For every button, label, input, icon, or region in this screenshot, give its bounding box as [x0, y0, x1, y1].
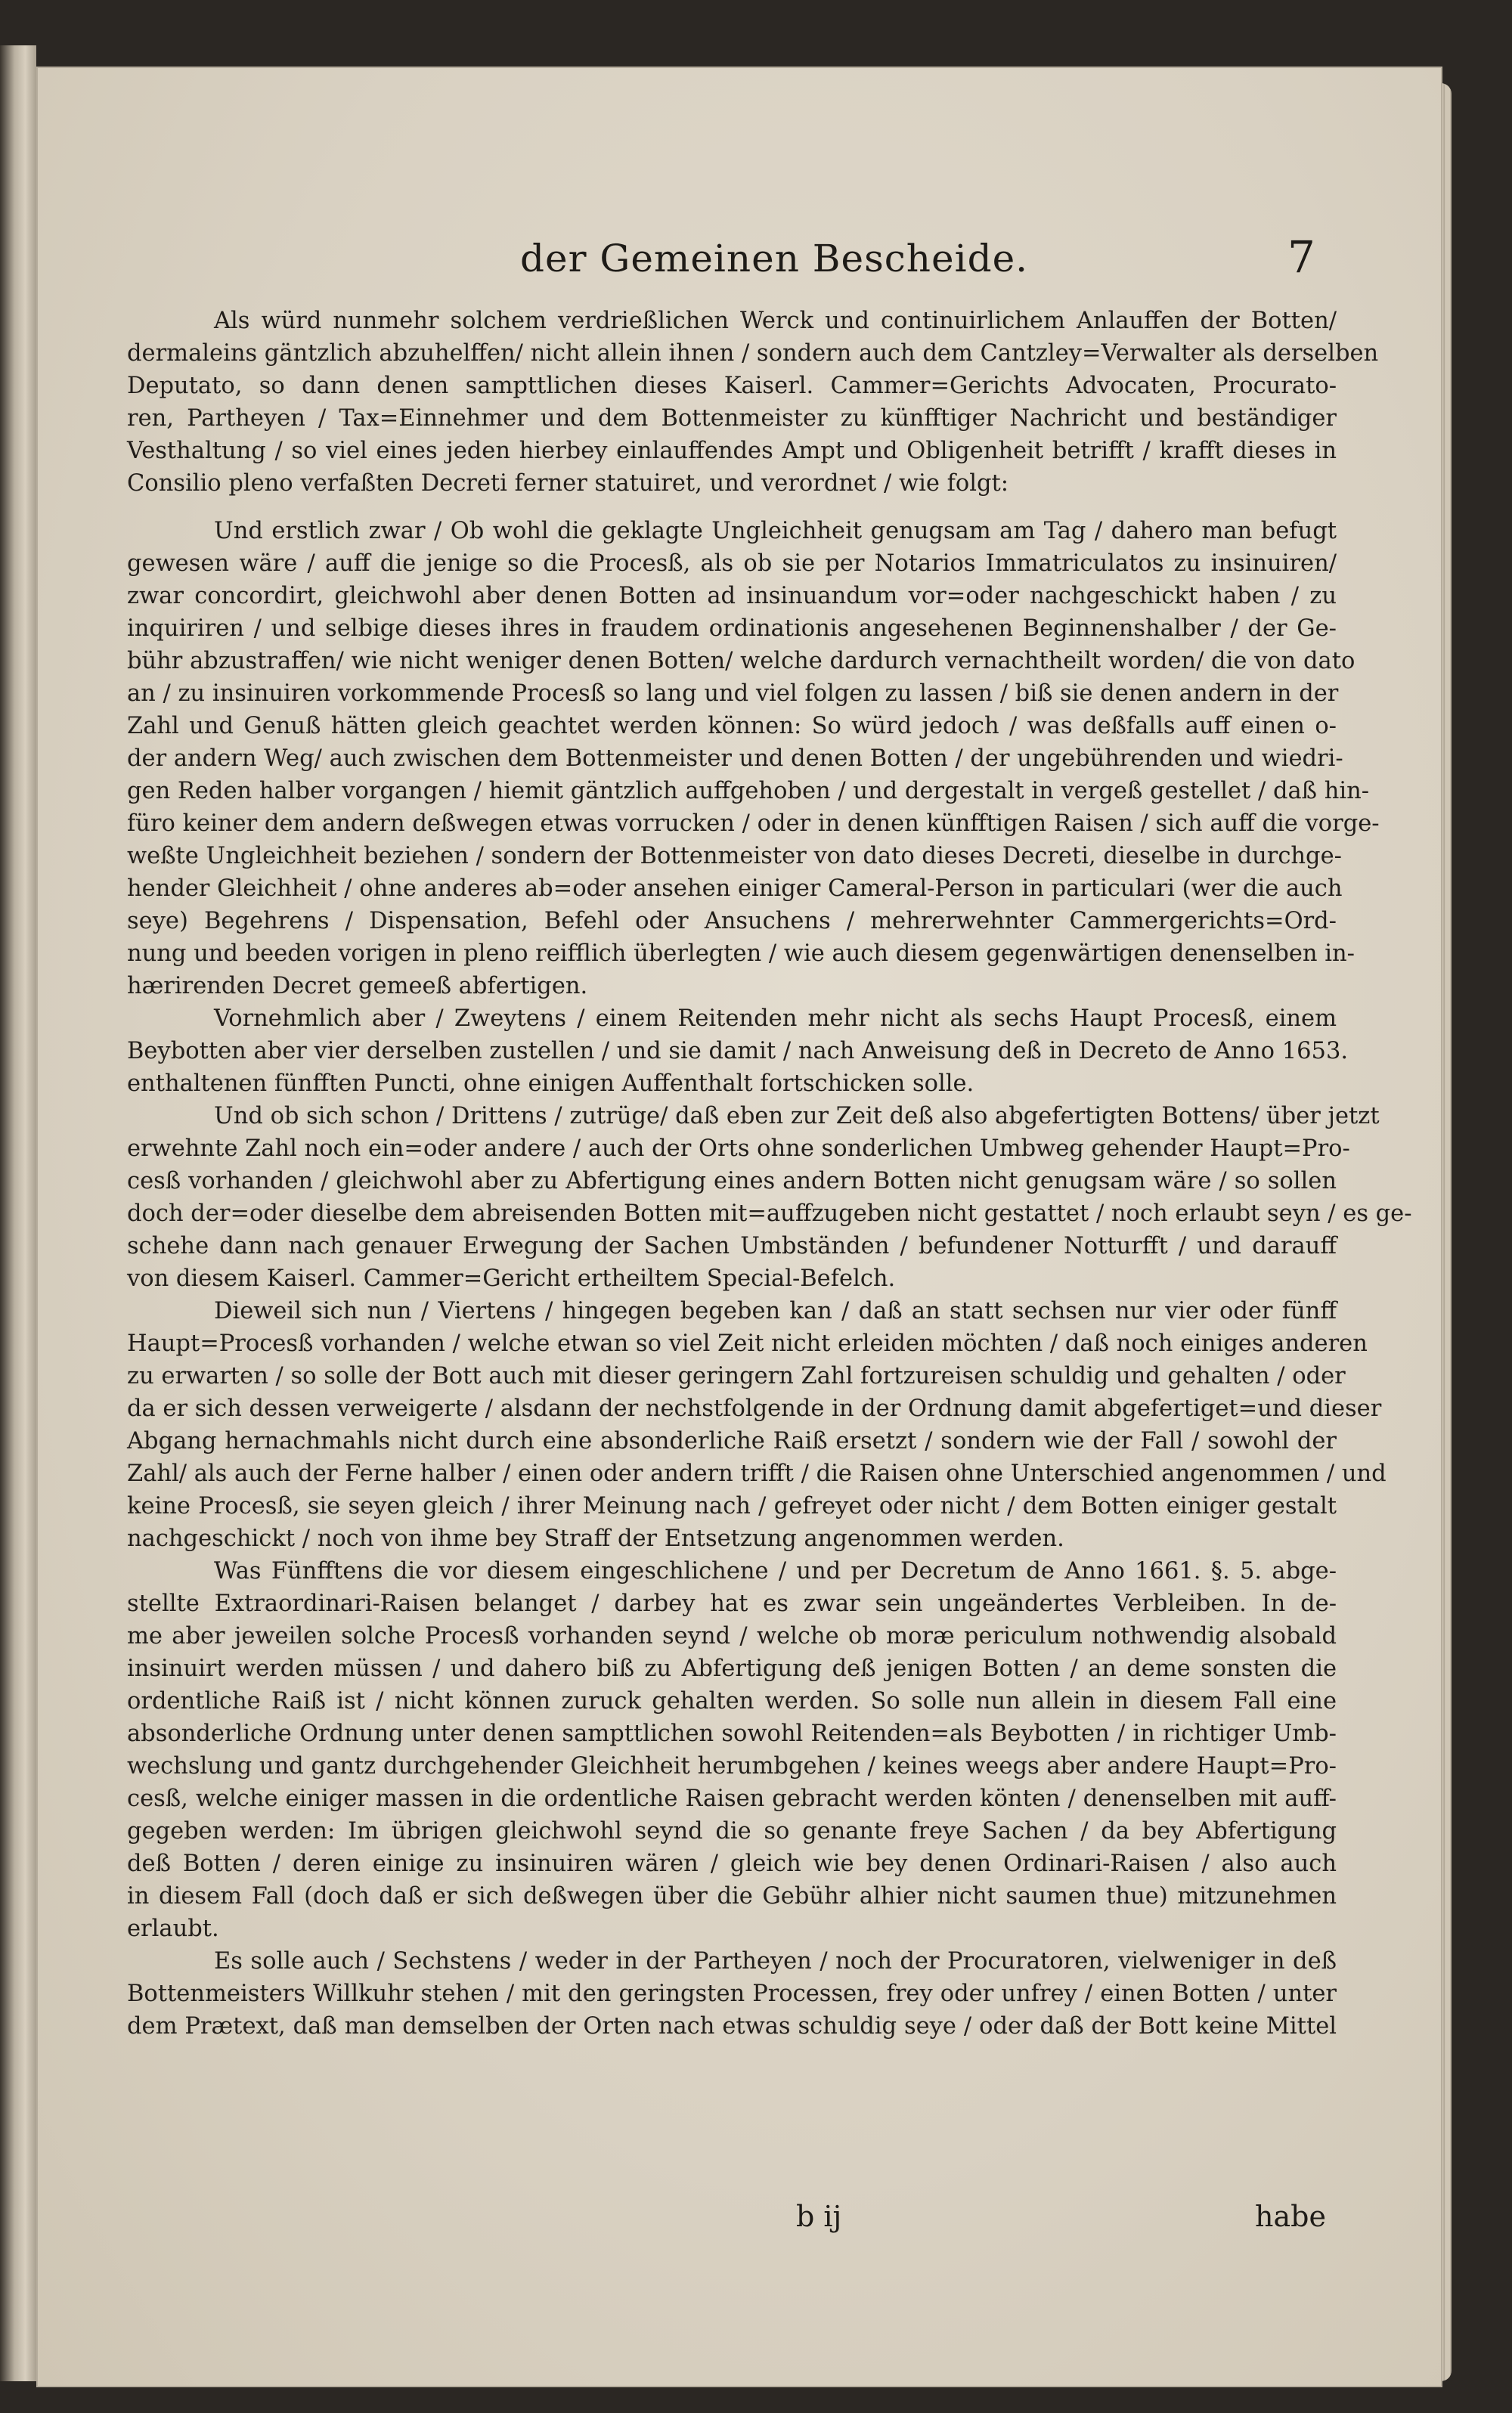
text-line: gen Reden halber vorgangen / hiemit gäntzlich auffgehoben / und dergestalt in vergeß gestellet / daß hin-: [127, 778, 1370, 804]
text-line: der andern Weg/ auch zwischen dem Bottenmeister und denen Botten / der ungebührenden und wiedri-: [127, 745, 1343, 772]
text-line: Abgang hernachmahls nicht durch eine absonderliche Raiß ersetzt / sondern wie der Fall / sowohl der: [127, 1428, 1337, 1454]
text-line: insinuirt werden müssen / und dahero biß zu Abfertigung deß jenigen Botten / an deme sonsten die: [127, 1656, 1337, 1682]
text-line: dem Prætext, daß man demselben der Orten nach etwas schuldig seye / oder daß der Bott keine Mittel: [127, 2013, 1337, 2040]
text-line: Vesthaltung / so viel eines jeden hierbey einlauffendes Ampt und Obligenheit betrifft / krafft dieses in: [127, 438, 1337, 464]
text-line: deß Botten / deren einige zu insinuiren wären / gleich wie bey denen Ordinari-Raisen / also auch: [127, 1851, 1337, 1877]
text-line: Bottenmeisters Willkuhr stehen / mit den geringsten Processen, frey oder unfrey / einen Botten / unter: [127, 1981, 1337, 2007]
text-line: absonderliche Ordnung unter denen sampttlichen sowohl Reitenden=als Beybotten / in richtiger Umb-: [127, 1721, 1337, 1747]
text-line: bühr abzustraffen/ wie nicht weniger denen Botten/ welche dardurch vernachtheilt worden/ die von dato: [127, 648, 1356, 674]
text-line: ordentliche Raiß ist / nicht können zuruck gehalten werden. So solle nun allein in diesem Fall eine: [127, 1688, 1337, 1714]
text-line: füro keiner dem andern deßwegen etwas vorrucken / oder in denen künfftigen Raisen / sich auff die vorge-: [127, 810, 1380, 837]
text-line: Und erstlich zwar / Ob wohl die geklagte Ungleichheit genugsam am Tag / dahero man befugt: [214, 518, 1337, 544]
text-line: enthaltenen fünfften Puncti, ohne einigen Auffenthalt fortschicken solle.: [127, 1070, 974, 1097]
text-line: Deputato, so dann denen sampttlichen dieses Kaiserl. Cammer=Gerichts Advocaten, Procurato-: [127, 373, 1337, 399]
book-page: [36, 67, 1442, 2387]
text-line: seye) Begehrens / Dispensation, Befehl oder Ansuchens / mehrerwehnter Cammergerichts=Ord-: [127, 908, 1337, 934]
catchword: habe: [1255, 2200, 1326, 2233]
text-line: erlaubt.: [127, 1916, 219, 1942]
text-line: da er sich dessen verweigerte / alsdann der nechstfolgende in der Ordnung damit abgefertiget=und dieser: [127, 1395, 1382, 1422]
text-line: wechslung und gantz durchgehender Gleichheit herumbgehen / keines weegs aber andere Haupt=Pro-: [127, 1753, 1337, 1780]
text-line: zwar concordirt, gleichwohl aber denen Botten ad insinuandum vor=oder nachgeschickt haben / zu: [127, 583, 1337, 609]
text-line: an / zu insinuiren vorkommende Procesß so lang und viel folgen zu lassen / biß sie denen andern in der: [127, 680, 1339, 707]
text-line: gegeben werden: Im übrigen gleichwohl seynd die so genante freye Sachen / da bey Abfertigung: [127, 1818, 1337, 1845]
text-line: gewesen wäre / auff die jenige so die Procesß, als ob sie per Notarios Immatriculatos zu insinuiren/: [127, 550, 1337, 577]
text-line: Haupt=Procesß vorhanden / welche etwan so viel Zeit nicht erleiden möchten / daß noch einiges anderen: [127, 1330, 1368, 1357]
text-line: cesß vorhanden / gleichwohl aber zu Abfertigung eines andern Botten nicht genugsam wäre / so sollen: [127, 1168, 1337, 1194]
text-line: dermaleins gäntzlich abzuhelffen/ nicht allein ihnen / sondern auch dem Cantzley=Verwalter als derselben: [127, 340, 1379, 367]
text-line: keine Procesß, sie seyen gleich / ihrer Meinung nach / gefreyet oder nicht / dem Botten einiger gestalt: [127, 1493, 1337, 1519]
text-line: schehe dann nach genauer Erwegung der Sachen Umbständen / befundener Notturfft / und darauff: [127, 1233, 1337, 1259]
text-line: nung und beeden vorigen in pleno reifflich überlegten / wie auch diesem gegenwärtigen denenselben in-: [127, 940, 1355, 967]
text-line: Zahl und Genuß hätten gleich geachtet werden können: So würd jedoch / was deßfalls auff einen o-: [127, 713, 1337, 739]
text-line: erwehnte Zahl noch ein=oder andere / auch der Orts ohne sonderlichen Umbweg gehender Haupt=Pro-: [127, 1135, 1350, 1162]
body-text: [127, 305, 1412, 2043]
text-line: Dieweil sich nun / Viertens / hingegen begeben kan / daß an statt sechsen nur vier oder fünff: [214, 1298, 1337, 1324]
page-number: 7: [1287, 231, 1315, 283]
left-page-edge: [0, 45, 36, 2381]
text-line: Was Fünfftens die vor diesem eingeschlichene / und per Decretum de Anno 1661. §. 5. abge-: [214, 1558, 1337, 1584]
text-line: von diesem Kaiserl. Cammer=Gericht ertheiltem Special-Befelch.: [127, 1265, 896, 1292]
text-line: hærirenden Decret gemeeß abfertigen.: [127, 973, 588, 999]
paragraph-gap: [127, 500, 1337, 515]
text-line: zu erwarten / so solle der Bott auch mit dieser geringern Zahl fortzureisen schuldig und gehalten / oder: [127, 1363, 1346, 1389]
text-line: me aber jeweilen solche Procesß vorhanden seynd / welche ob moræ periculum nothwendig alsobald: [127, 1623, 1337, 1649]
text-line: stellte Extraordinari-Raisen belanget / darbey hat es zwar sein ungeändertes Verbleiben. In de-: [127, 1591, 1337, 1617]
text-line: Als würd nunmehr solchem verdrießlichen Werck und continuirlichem Anlauffen der Botten/: [214, 308, 1337, 334]
text-line: Vornehmlich aber / Zweytens / einem Reitenden mehr nicht als sechs Haupt Procesß, einem: [214, 1005, 1337, 1032]
text-line: ren, Partheyen / Tax=Einnehmer und dem Bottenmeister zu künfftiger Nachricht und beständiger: [127, 405, 1337, 432]
text-line: inquiriren / und selbige dieses ihres in fraudem ordinationis angesehenen Beginnenshalber / der Ge-: [127, 615, 1337, 642]
text-line: weßte Ungleichheit beziehen / sondern der Bottenmeister von dato dieses Decreti, dieselbe in durchge-: [127, 843, 1342, 869]
text-line: Zahl/ als auch der Ferne halber / einen oder andern trifft / die Raisen ohne Unterschied angenommen / und: [127, 1460, 1387, 1487]
text-line: Es solle auch / Sechstens / weder in der Partheyen / noch der Procuratoren, vielweniger in deß: [214, 1948, 1337, 1975]
text-line: nachgeschickt / noch von ihme bey Straff der Entsetzung angenommen werden.: [127, 1526, 1064, 1552]
text-line: doch der=oder dieselbe dem abreisenden Botten mit=auffzugeben nicht gestattet / noch erlaubt seyn / es ge-: [127, 1200, 1412, 1227]
text-line: Beybotten aber vier derselben zustellen / und sie damit / nach Anweisung deß in Decreto de Anno 1653.: [127, 1038, 1349, 1064]
text-line: cesß, welche einiger massen in die ordentliche Raisen gebracht werden könten / denenselben mit auff-: [127, 1786, 1337, 1812]
text-line: Consilio pleno verfaßten Decreti ferner statuiret, und verordnet / wie folgt:: [127, 470, 1009, 497]
text-line: Und ob sich schon / Drittens / zutrüge/ daß eben zur Zeit deß also abgefertigten Bottens/ über jetzt: [214, 1103, 1380, 1129]
text-line: hender Gleichheit / ohne anderes ab=oder ansehen einiger Cameral-Person in particulari (wer die auch: [127, 875, 1343, 902]
page-header-title: der Gemeinen Bescheide.: [520, 237, 1029, 280]
signature-mark: b ij: [796, 2200, 842, 2233]
text-line: in diesem Fall (doch daß er sich deßwegen über die Gebühr alhier nicht saumen thue) mitzunehmen: [127, 1883, 1337, 1910]
